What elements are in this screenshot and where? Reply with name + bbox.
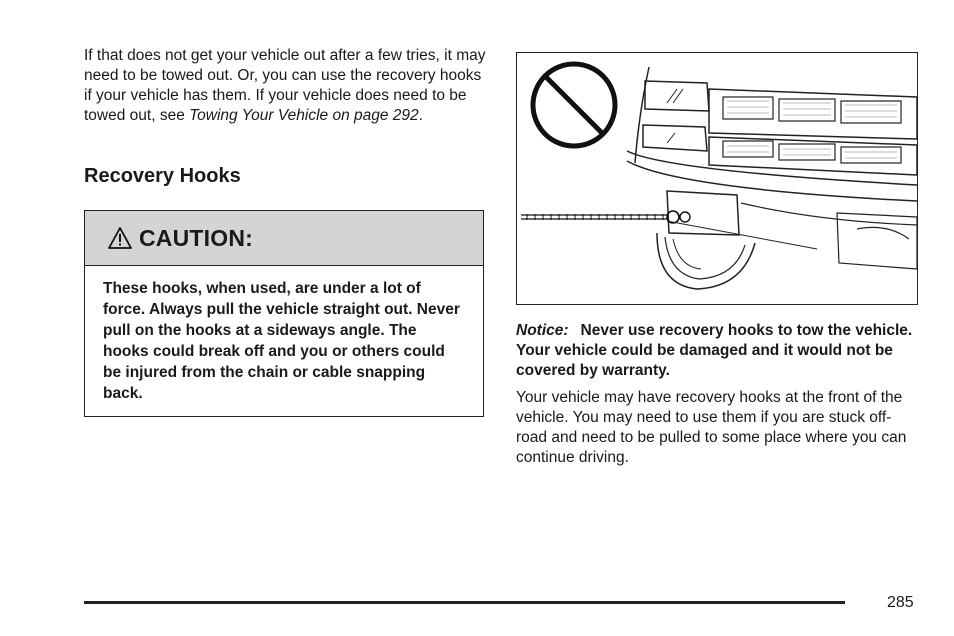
notice-text: Never use recovery hooks to tow the vehicle. Your vehicle could be damaged and it would not be covered by warranty. (516, 322, 913, 379)
vehicle-front-icon (517, 53, 918, 305)
notice-label: Notice: (516, 322, 569, 339)
recovery-hooks-paragraph (516, 388, 918, 468)
page-number: 285 (887, 594, 914, 611)
recovery-hooks-text: Your vehicle may have recovery hooks at the front of the vehicle. You may need to use them if you are stuck off-road and need to be pulled to some place where you can continue driving. (516, 389, 907, 466)
caution-title: CAUTION: (139, 224, 254, 251)
prohibition-icon (533, 64, 615, 146)
intro-text-main: If that does not get your vehicle out after a few tries, it may need to be towed out. Or, you can use the recovery hooks if your vehicle has them. If your vehicle does need to be towed out, see (84, 47, 486, 124)
caution-header (85, 211, 483, 266)
footer-rule (84, 601, 845, 604)
intro-text (84, 46, 486, 126)
caution-body: These hooks, when used, are under a lot of force. Always pull the vehicle straight out. Never pull on the hooks at a sideways angle. The hooks could break off and you or others could be injured from the chain or cable snapping back. (103, 280, 460, 402)
intro-paragraph (84, 46, 486, 126)
section-heading: Recovery Hooks (84, 165, 241, 187)
caution-box (84, 210, 484, 417)
warning-triangle-icon (107, 226, 133, 250)
towing-reference: Towing Your Vehicle on page 292 (189, 107, 419, 124)
recovery-hook-figure (516, 52, 918, 305)
intro-text-end: . (418, 107, 423, 124)
notice (516, 321, 918, 381)
